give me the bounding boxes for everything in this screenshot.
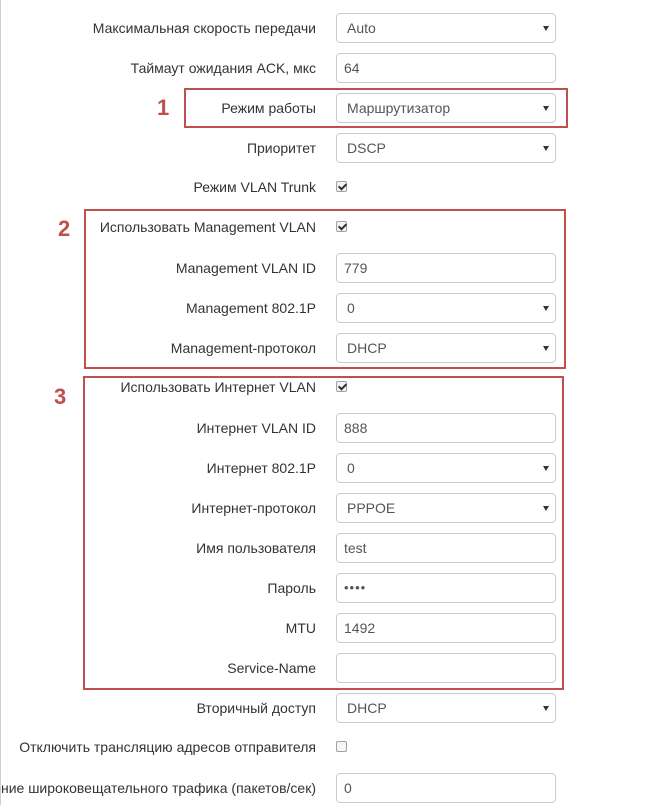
- form-row-vlan-trunk: [0, 171, 656, 203]
- service-name-label: Service-Name: [227, 660, 316, 676]
- ack-timeout-input[interactable]: 64: [336, 53, 556, 83]
- mgmt-vlan-id-input[interactable]: 779: [336, 253, 556, 283]
- username-label: Имя пользователя: [196, 540, 316, 556]
- annotation-marker-1: 1: [157, 95, 170, 120]
- inet-vlan-id-label: Интернет VLAN ID: [196, 420, 316, 436]
- mtu-input[interactable]: 1492: [336, 613, 556, 643]
- form-row-disable-src-nat: [0, 731, 656, 763]
- mtu-label: MTU: [285, 620, 316, 636]
- vlan-trunk-label: Режим VLAN Trunk: [193, 179, 316, 195]
- chevron-down-icon: [543, 706, 549, 711]
- max-speed-select[interactable]: [336, 13, 556, 43]
- inet-8021p-label: Интернет 802.1P: [206, 460, 316, 476]
- broadcast-limit-input[interactable]: 0: [336, 773, 556, 803]
- annotation-frame-3: [83, 376, 564, 690]
- annotation-marker-3: 3: [54, 384, 67, 409]
- inet-protocol-value: PPPOE: [347, 500, 396, 516]
- mode-label: Режим работы: [221, 100, 316, 116]
- annotation-frame-1: [184, 88, 568, 128]
- secondary-access-select[interactable]: [336, 693, 556, 723]
- mode-value: Маршрутизатор: [347, 100, 451, 116]
- max-speed-value: Auto: [347, 20, 376, 36]
- annotation-frame-2: [84, 209, 566, 369]
- form-row-secondary-access: [0, 692, 656, 724]
- mgmt-8021p-label: Management 802.1P: [186, 300, 316, 316]
- mgmt-protocol-label: Management-протокол: [170, 340, 316, 356]
- form-row-max-speed: [0, 12, 656, 44]
- mgmt-8021p-value: 0: [347, 300, 355, 316]
- priority-select[interactable]: [336, 133, 556, 163]
- annotation-marker-2: 2: [58, 216, 71, 241]
- priority-value: DSCP: [347, 140, 386, 156]
- use-inet-vlan-label: Использовать Интернет VLAN: [120, 379, 316, 395]
- priority-label: Приоритет: [246, 140, 316, 156]
- secondary-access-value: DHCP: [347, 700, 387, 716]
- inet-protocol-label: Интернет-протокол: [191, 500, 316, 516]
- disable-src-nat-checkbox[interactable]: [336, 741, 347, 752]
- password-label: Пароль: [267, 580, 316, 596]
- mgmt-protocol-value: DHCP: [347, 340, 387, 356]
- form-row-ack-timeout: [0, 52, 656, 84]
- form-row-broadcast-limit: [0, 772, 656, 804]
- ack-timeout-label: Таймаут ожидания ACK, мкс: [130, 60, 316, 76]
- inet-vlan-id-input[interactable]: 888: [336, 413, 556, 443]
- chevron-down-icon: [543, 26, 549, 31]
- use-mgmt-vlan-label: Использовать Management VLAN: [99, 219, 316, 235]
- chevron-down-icon: [543, 146, 549, 151]
- form-row-priority: [0, 132, 656, 164]
- secondary-access-label: Вторичный доступ: [196, 700, 316, 716]
- disable-src-nat-label: Отключить трансляцию адресов отправителя: [19, 739, 316, 755]
- username-input[interactable]: test: [336, 533, 556, 563]
- vlan-trunk-checkbox[interactable]: [336, 181, 347, 192]
- password-input[interactable]: ••••: [336, 573, 556, 603]
- broadcast-limit-label: ние широковещательного трафика (пакетов/сек): [0, 780, 316, 796]
- mgmt-vlan-id-label: Management VLAN ID: [175, 260, 316, 276]
- max-speed-label: Максимальная скорость передачи: [92, 20, 316, 36]
- inet-8021p-value: 0: [347, 460, 355, 476]
